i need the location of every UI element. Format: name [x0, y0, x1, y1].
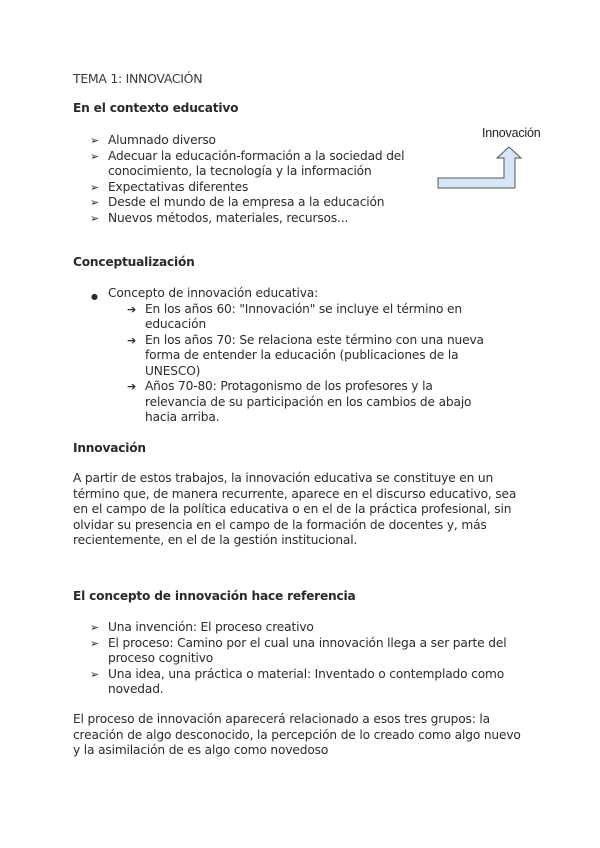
list-item-text: Una invención: El proceso creativo [108, 620, 314, 634]
bent-up-arrow-icon [430, 120, 560, 200]
list-item-text: Adecuar la educación-formación a la sociedad del conocimiento, la tecnología y la información [108, 148, 405, 178]
section-heading-contexto: En el contexto educativo [73, 101, 239, 115]
concepto-list [0, 620, 518, 698]
list-item-text: Alumnado diverso [108, 133, 216, 147]
triangle-bullet-icon: ➢ [90, 196, 100, 209]
triangle-bullet-icon: ➢ [90, 180, 100, 194]
document-title: TEMA 1: INNOVACIÓN [73, 71, 203, 86]
triangle-bullet-icon: ➢ [90, 621, 100, 634]
list-item-text: Una idea, una práctica o material: Inventado o contemplado como novedad. [108, 666, 505, 696]
list-item-text: El proceso: Camino por el cual una innovación llega a ser parte del proceso cognitivo [108, 635, 507, 665]
arrow-bullet-icon: ➔ [127, 302, 137, 316]
list-item [0, 620, 508, 636]
concepto-paragraph: El proceso de innovación aparecerá relacionado a esos tres grupos: la creación de algo desconocido, la percepción de lo creado como algo nuevo y la asimilación de es algo como novedoso [73, 712, 521, 757]
section-heading-concepto: El concepto de innovación hace referencia [73, 589, 356, 603]
list-item [0, 211, 438, 227]
sublist-item-text: En los años 60: "Innovación" se incluye el término en educación [145, 301, 462, 331]
section-heading-innovacion: Innovación [73, 441, 146, 455]
sublist-item-text: Años 70-80: Protagonismo de los profesores y la relevancia de su participación en los cambios de abajo hacia arriba. [145, 379, 472, 424]
diagram-label: Innovación [482, 126, 541, 140]
arrow-bullet-icon: ➔ [127, 333, 137, 347]
list-item [0, 149, 433, 180]
list-item-text: Concepto de innovación educativa: [108, 286, 319, 300]
sublist-item [0, 379, 490, 426]
conceptualizacion-list [0, 286, 490, 426]
triangle-bullet-icon: ➢ [90, 134, 100, 147]
contexto-list [0, 133, 438, 226]
list-item [0, 667, 508, 698]
triangle-bullet-icon: ➢ [90, 211, 100, 225]
list-item [0, 133, 438, 149]
triangle-bullet-icon: ➢ [90, 667, 100, 681]
innovacion-paragraph: A partir de estos trabajos, la innovación educativa se constituye en un término que, de manera recurrente, aparece en el discurso educativo, sea en el campo de la política educativa o en el de la práctica profesional, sin olvidar su presencia en el campo de la formación de docentes y, más recientemente, en el de la gestión institucional. [73, 471, 517, 547]
triangle-bullet-icon: ➢ [90, 636, 100, 650]
list-item [0, 195, 438, 211]
arrow-bullet-icon: ➔ [127, 380, 137, 393]
list-item-text: Nuevos métodos, materiales, recursos... [108, 210, 349, 225]
sublist-item [0, 333, 490, 380]
dot-bullet-icon: ● [91, 292, 98, 301]
list-item [0, 180, 438, 196]
list-item [0, 636, 518, 667]
triangle-bullet-icon: ➢ [90, 149, 100, 163]
list-item-text: Desde el mundo de la empresa a la educación [108, 195, 385, 209]
innovation-arrow-diagram [430, 120, 560, 200]
list-item-text: Expectativas diferentes [108, 179, 249, 194]
section-heading-conceptualizacion: Conceptualización [73, 255, 195, 269]
sublist-item-text: En los años 70: Se relaciona este término con una nueva forma de entender la educación (publicaciones de la UNESCO) [145, 332, 484, 378]
sublist-item [0, 302, 490, 333]
list-item [0, 286, 438, 302]
